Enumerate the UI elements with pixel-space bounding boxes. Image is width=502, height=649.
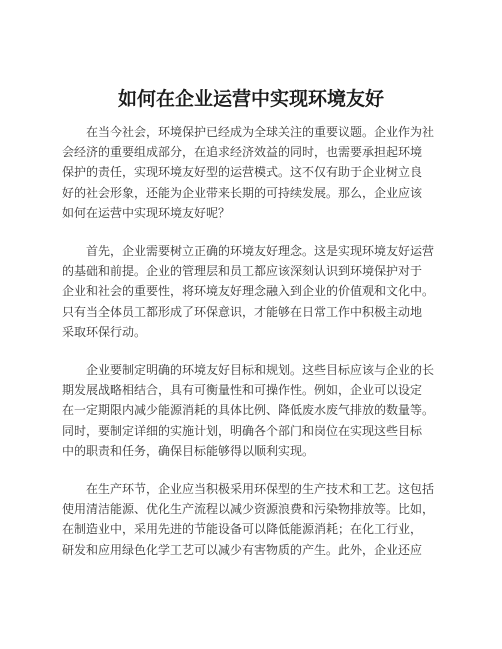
paragraph-line: 在制造业中，采用先进的节能设备可以降低能源消耗；在化工行业，	[62, 522, 423, 537]
paragraph-line: 中的职责和任务，确保目标能够得以顺利实现。	[62, 443, 315, 458]
paragraph-2	[62, 241, 492, 342]
paragraph-line: 好的社会形象，还能为企业带来长期的可持续发展。那么，企业应该	[62, 185, 423, 200]
paragraph-4	[62, 479, 492, 560]
paragraph-line: 会经济的重要组成部分，在追求经济效益的同时，也需要承担起环境	[62, 145, 423, 160]
paragraph-line: 企业和社会的重要性，将环境友好理念融入到企业的价值观和文化中。	[62, 284, 435, 299]
paragraph-line: 企业要制定明确的环境友好目标和规划。这些目标应该与企业的长	[86, 363, 435, 378]
document-body	[62, 122, 492, 578]
paragraph-line: 同时，要制定详细的实施计划，明确各个部门和岗位在实现这些目标	[62, 423, 423, 438]
paragraph-line: 在生产环节，企业应当积极采用环保型的生产技术和工艺。这包括	[86, 482, 435, 497]
paragraph-line: 首先，企业需要树立正确的环境友好理念。这是实现环境友好运营	[86, 244, 435, 259]
paragraph-line: 在一定期限内减少能源消耗的具体比例、降低废水废气排放的数量等。	[62, 403, 435, 418]
document-title: 如何在企业运营中实现环境友好	[117, 88, 384, 110]
paragraph-line: 期发展战略相结合，具有可衡量性和可操作性。例如，企业可以设定	[62, 383, 423, 398]
paragraph-line: 研发和应用绿色化学工艺可以减少有害物质的产生。此外，企业还应	[62, 542, 423, 557]
paragraph-3	[62, 360, 492, 461]
paragraph-line: 的基础和前提。企业的管理层和员工都应该深刻认识到环境保护对于	[62, 264, 423, 279]
paragraph-line: 采取环保行动。	[62, 324, 147, 339]
paragraph-line: 使用清洁能源、优化生产流程以减少资源浪费和污染物排放等。比如，	[62, 502, 435, 517]
paragraph-line: 只有当全体员工都形成了环保意识，才能够在日常工作中积极主动地	[62, 304, 423, 319]
paragraph-line: 如何在运营中实现环境友好呢？	[62, 205, 231, 220]
paragraph-1	[62, 122, 492, 223]
paragraph-line: 在当今社会，环境保护已经成为全球关注的重要议题。企业作为社	[86, 125, 435, 139]
paragraph-line: 保护的责任，实现环境友好型的运营模式。这不仅有助于企业树立良	[62, 165, 423, 180]
